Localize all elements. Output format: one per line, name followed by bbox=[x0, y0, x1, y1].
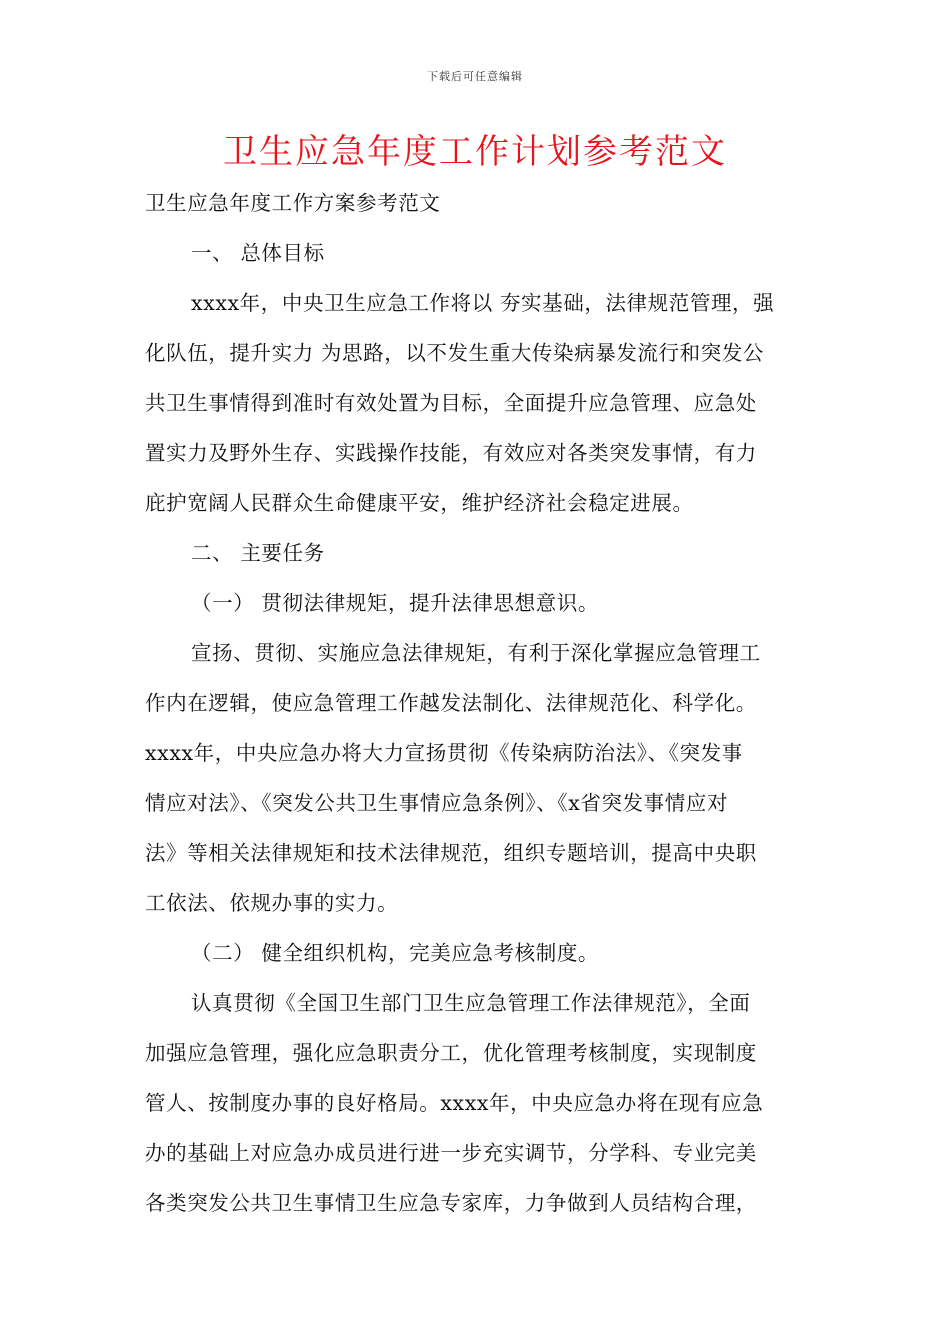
paragraph-line: 化队伍，提升实力 为思路，以不发生重大传染病暴发流行和突发公 bbox=[145, 341, 765, 365]
paragraph-line: 工依法、依规办事的实力。 bbox=[145, 891, 399, 915]
paragraph-line: 认真贯彻《全国卫生部门卫生应急管理工作法律规范》，全面 bbox=[191, 991, 751, 1015]
paragraph-line: 法》等相关法律规矩和技术法律规范，组织专题培训，提高中央职 bbox=[145, 841, 757, 865]
section-heading: 二、 主要任务 bbox=[191, 541, 325, 565]
paragraph-line: 作内在逻辑，使应急管理工作越发法制化、法律规范化、科学化。 bbox=[145, 691, 757, 715]
header-note: 下载后可任意编辑 bbox=[427, 70, 523, 83]
document-title: 卫生应急年度工作计划参考范文 bbox=[223, 132, 727, 172]
paragraph-line: 宣扬、贯彻、实施应急法律规矩，有利于深化掌握应急管理工 bbox=[191, 641, 761, 665]
paragraph-line: 管人、按制度办事的良好格局。xxxx年，中央应急办将在现有应急 bbox=[145, 1091, 764, 1115]
section-heading: 一、 总体目标 bbox=[191, 241, 325, 265]
subsection-heading: （二） 健全组织机构，完美应急考核制度。 bbox=[191, 941, 600, 965]
paragraph-line: 置实力及野外生存、实践操作技能，有效应对各类突发事情，有力 bbox=[145, 441, 757, 465]
document-body bbox=[145, 178, 810, 1228]
paragraph-line: 加强应急管理，强化应急职责分工，优化管理考核制度，实现制度 bbox=[145, 1041, 757, 1065]
paragraph-line: xxxx年，中央应急办将大力宣扬贯彻《传染病防治法》、《突发事 bbox=[145, 741, 743, 765]
paragraph-line: 办的基础上对应急办成员进行进一步充实调节，分学科、专业完美 bbox=[145, 1141, 757, 1165]
paragraph-line: 情应对法》、《突发公共卫生事情应急条例》、《x省突发事情应对 bbox=[145, 791, 729, 815]
paragraph-line: xxxx年，中央卫生应急工作将以 夯实基础，法律规范管理，强 bbox=[191, 291, 775, 315]
subsection-heading: （一） 贯彻法律规矩，提升法律思想意识。 bbox=[191, 591, 600, 615]
paragraph-line: 各类突发公共卫生事情卫生应急专家库，力争做到人员结构合理， bbox=[145, 1191, 757, 1215]
paragraph-line: 共卫生事情得到准时有效处置为目标，全面提升应急管理、应急处 bbox=[145, 391, 757, 415]
paragraph-line: 庇护宽阔人民群众生命健康平安，维护经济社会稳定进展。 bbox=[145, 491, 694, 515]
subtitle-line: 卫生应急年度工作方案参考范文 bbox=[145, 191, 441, 215]
